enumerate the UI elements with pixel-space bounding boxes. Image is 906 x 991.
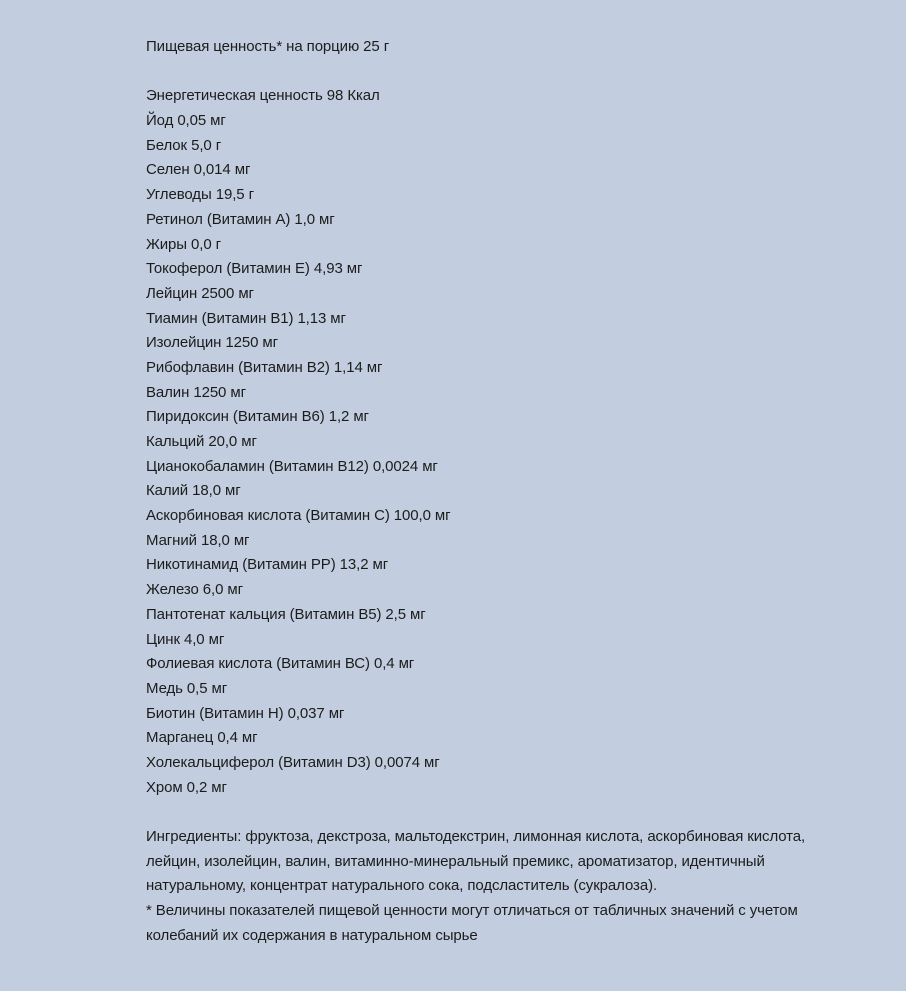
nutrient-item: Пантотенат кальция (Витамин В5) 2,5 мг xyxy=(146,605,426,623)
nutrient-item: Железо 6,0 мг xyxy=(146,581,243,599)
nutrient-item: Селен 0,014 мг xyxy=(146,161,251,179)
nutrient-item: Магний 18,0 мг xyxy=(146,531,250,549)
nutrient-item: Жиры 0,0 г xyxy=(146,235,222,253)
nutrient-item: Аскорбиновая кислота (Витамин С) 100,0 мг xyxy=(146,507,451,525)
nutrient-item: Никотинамид (Витамин РР) 13,2 мг xyxy=(146,556,389,574)
footnote-line: колебаний их содержания в натуральном сырье xyxy=(146,926,478,944)
nutrition-header: Пищевая ценность* на порцию 25 г xyxy=(146,38,390,55)
nutrient-list xyxy=(146,84,866,800)
nutrient-item: Лейцин 2500 мг xyxy=(146,284,254,302)
nutrient-item: Тиамин (Витамин В1) 1,13 мг xyxy=(146,309,346,327)
nutrient-item: Хром 0,2 мг xyxy=(146,778,227,796)
ingredients xyxy=(146,825,866,899)
nutrient-item: Пиридоксин (Витамин В6) 1,2 мг xyxy=(146,408,369,426)
nutrient-item: Углеводы 19,5 г xyxy=(146,186,254,204)
nutrition-info xyxy=(146,35,866,948)
nutrient-item: Белок 5,0 г xyxy=(146,136,222,154)
nutrient-item: Валин 1250 мг xyxy=(146,383,246,401)
nutrient-item: Марганец 0,4 мг xyxy=(146,729,258,747)
ingredients-line: лейцин, изолейцин, валин, витаминно-минеральный премикс, ароматизатор, идентичный xyxy=(146,852,765,870)
ingredients-line: натуральному, концентрат натурального сока, подсластитель (сукралоза). xyxy=(146,877,658,895)
nutrient-item: Медь 0,5 мг xyxy=(146,679,228,697)
nutrient-item: Рибофлавин (Витамин В2) 1,14 мг xyxy=(146,358,383,376)
nutrient-item: Цинк 4,0 мг xyxy=(146,630,225,648)
nutrient-item: Биотин (Витамин Н) 0,037 мг xyxy=(146,704,345,722)
nutrient-item: Калий 18,0 мг xyxy=(146,482,241,500)
nutrient-item: Йод 0,05 мг xyxy=(146,112,226,130)
nutrient-item: Холекальциферол (Витамин D3) 0,0074 мг xyxy=(146,753,440,771)
footnote xyxy=(146,899,866,948)
ingredients-line: Ингредиенты: фруктоза, декстроза, мальтодекстрин, лимонная кислота, аскорбиновая кислота, xyxy=(146,828,806,845)
nutrient-item: Ретинол (Витамин А) 1,0 мг xyxy=(146,210,335,228)
nutrient-item: Изолейцин 1250 мг xyxy=(146,334,279,352)
nutrient-item: Фолиевая кислота (Витамин ВС) 0,4 мг xyxy=(146,655,415,673)
nutrient-item: Цианокобаламин (Витамин В12) 0,0024 мг xyxy=(146,457,438,475)
nutrient-item: Токоферол (Витамин Е) 4,93 мг xyxy=(146,260,363,278)
footnote-line: * Величины показателей пищевой ценности могут отличаться от табличных значений с учетом xyxy=(146,902,798,920)
nutrient-item: Энергетическая ценность 98 Ккал xyxy=(146,87,380,105)
nutrient-item: Кальций 20,0 мг xyxy=(146,433,257,450)
spacer xyxy=(146,60,866,85)
